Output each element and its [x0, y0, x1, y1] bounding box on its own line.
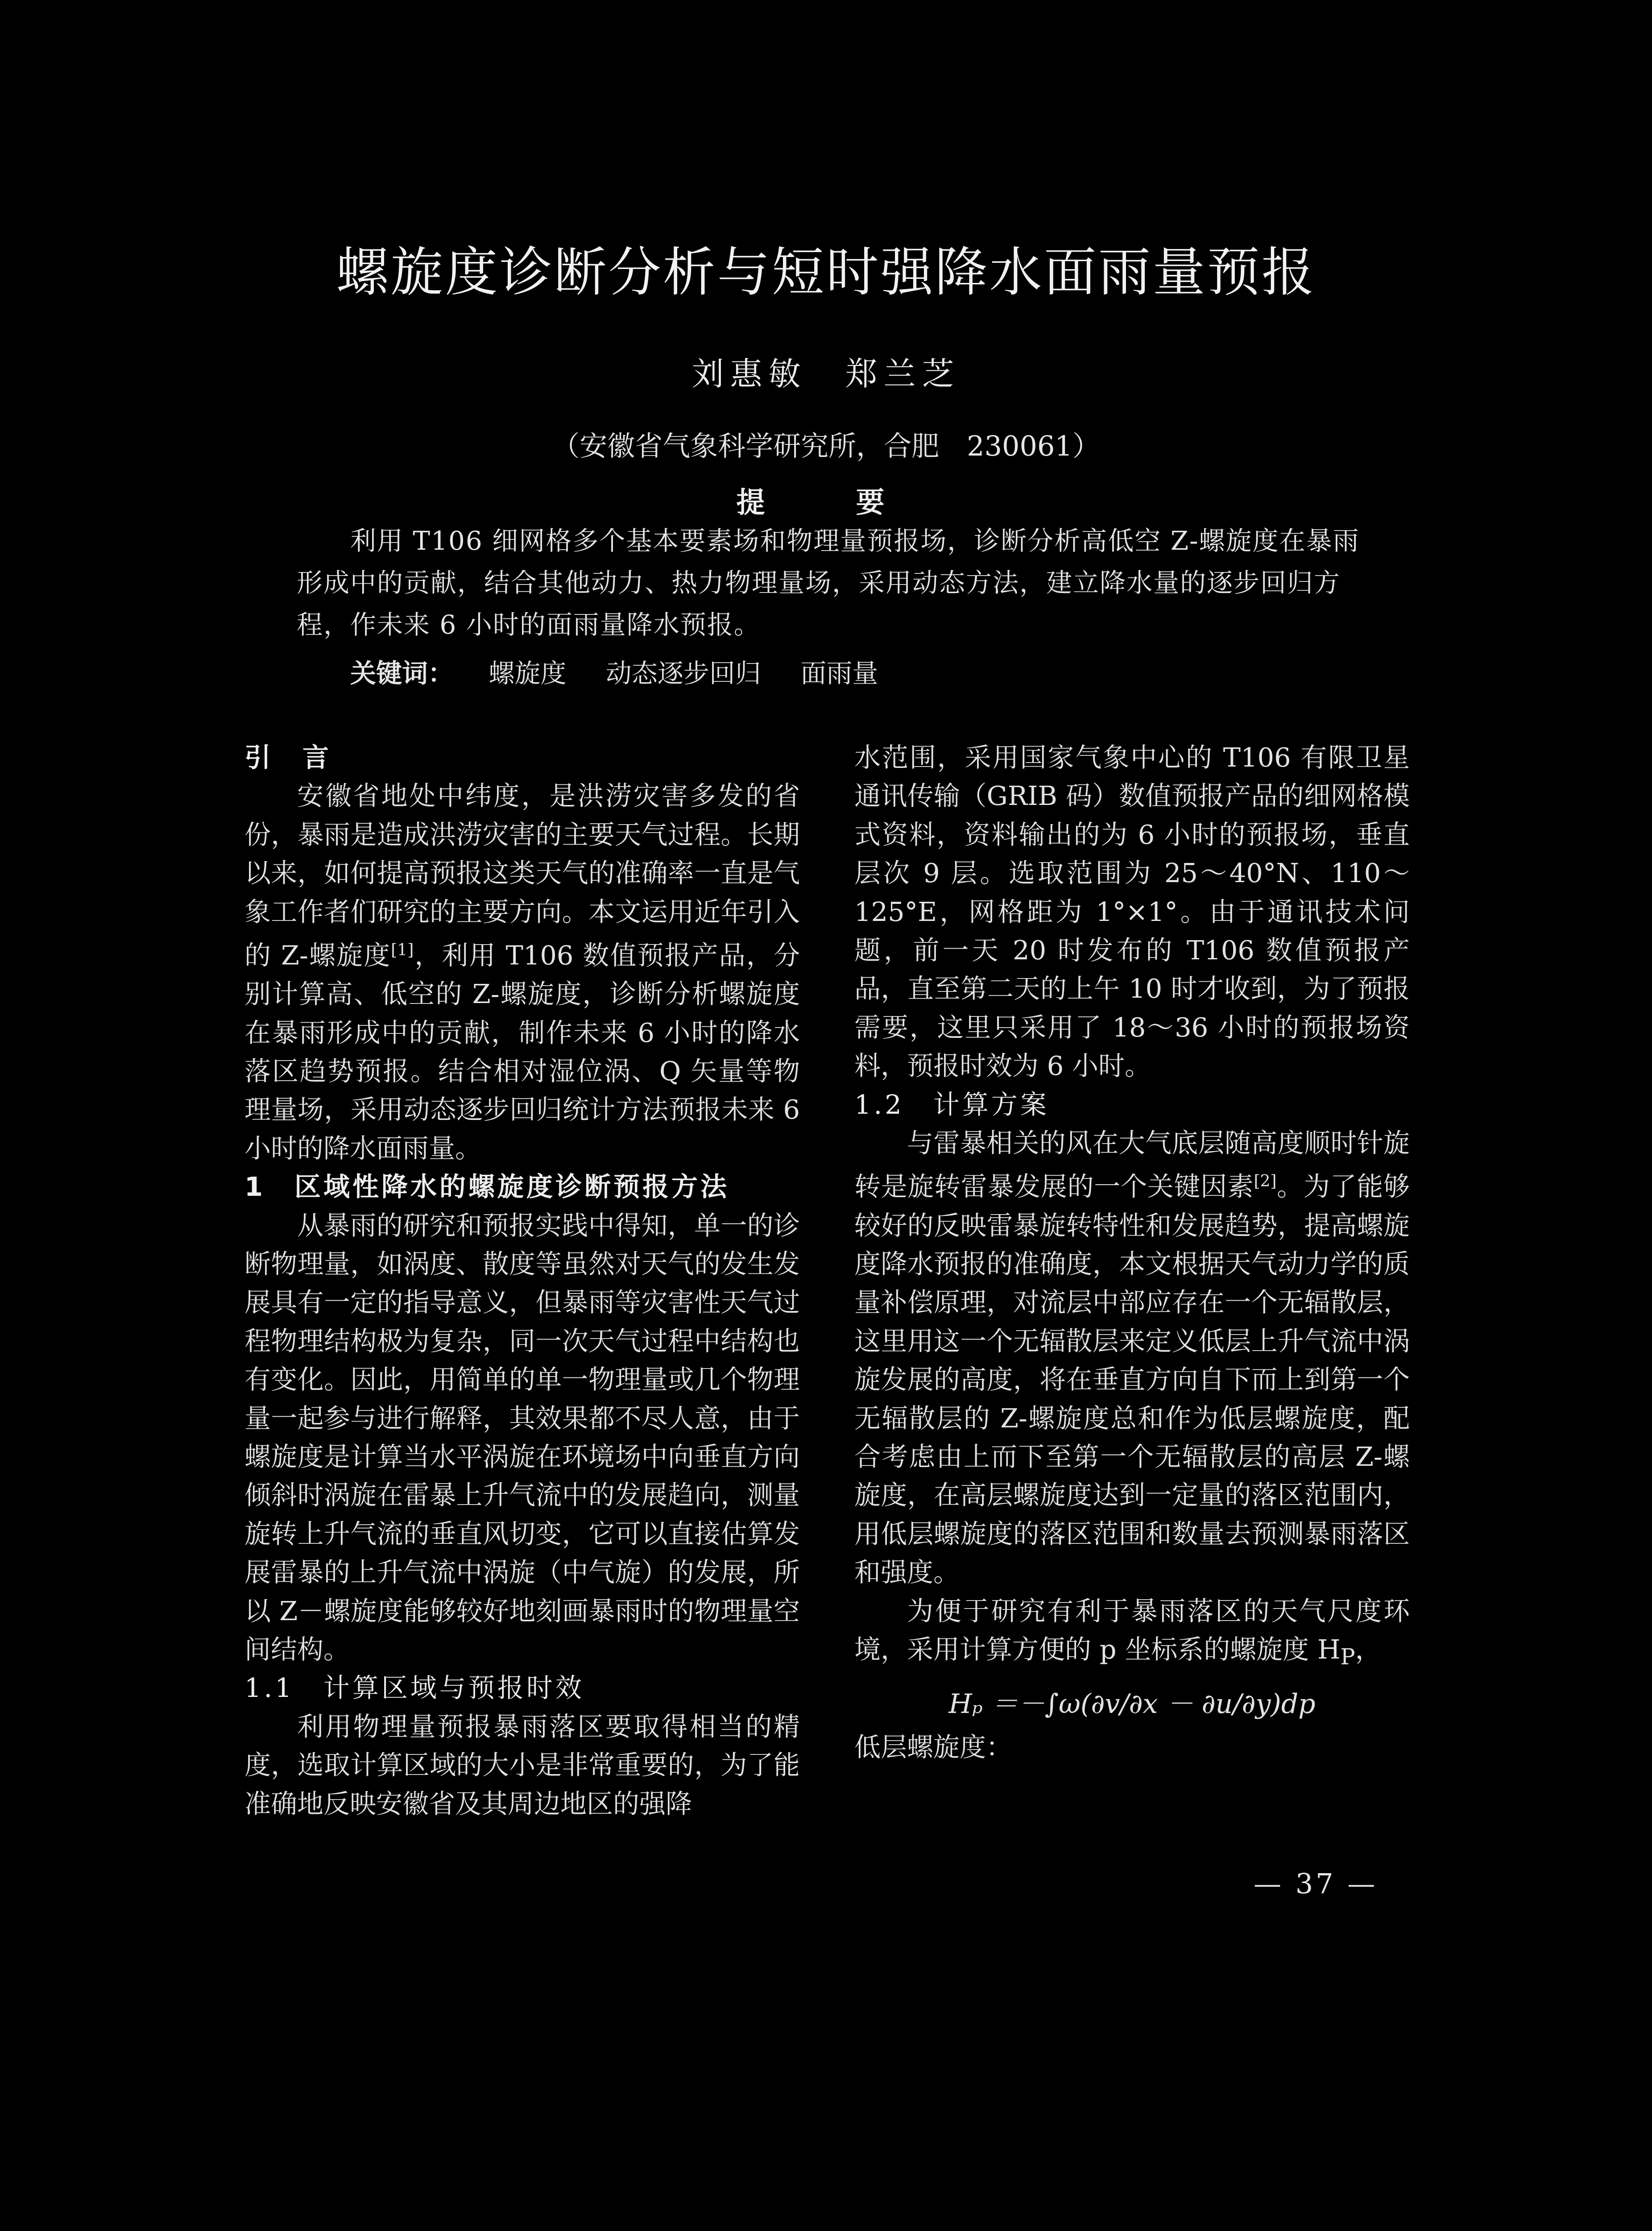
section1-heading: 1 区域性降水的螺旋度诊断预报方法 — [244, 1171, 730, 1203]
keywords-line — [350, 652, 909, 690]
affiliation: （安徽省气象科学研究所，合肥 230061） — [552, 430, 1100, 462]
keyword: 螺旋度 — [489, 658, 567, 688]
authors: 刘惠敏 郑兰芝 — [691, 355, 961, 393]
citation-ref: [1] — [391, 941, 414, 960]
section11-heading: 1.1 计算区域与预报时效 — [244, 1672, 584, 1704]
section1-paragraph: 从暴雨的研究和预报实践中得知，单一的诊断物理量，如涡度、散度等虽然对天气的发生发展具有一定的指导意义，但暴雨等灾害性天气过程物理结构极为复杂，同一次天气过程中结构也有变化。因此，用简单的单一物理量或几个物理量一起参与进行解释，其效果都不尽人意，由于螺旋度是计算当水平涡旋在环境场中向垂直方向倾斜时涡旋在雷暴上升气流中的发展趋向，测量旋转上升气流的垂直风切变，它可以直接估算发展雷暴的上升气流中涡旋（中气旋）的发展，所以 Z－螺旋度能够较好地刻画暴雨时的物理量空间结构。 — [244, 1210, 800, 1665]
intro-text-a: 安徽省地处中纬度，是洪涝灾害多发的省份，暴雨是造成洪涝灾害的主要天气过程。长期以来，如何提高预报这类天气的准确率一直是气象工作者们研究的主要方向。本文运用近年引入的 Z-螺旋度 — [244, 780, 800, 971]
section12-text-b: 。为了能够较好的反映雷暴旋转特性和发展趋势，提高螺旋度降水预报的准确度，本文根据天气动力学的质量补偿原理，对流层中部应存在一个无辐散层，这里用这一个无辐散层来定义低层上升气流中涡旋发展的高度，将在垂直方向自下而上到第一个无辐散层的 Z-螺旋度总和作为低层螺旋度，配合考虑由上而下至第一个无辐散层的高层 Z-螺旋度，在高层螺旋度达到一定量的落区范围内，用低层螺旋度的落区范围和数量去预测暴雨落区和强度。 — [854, 1171, 1410, 1588]
section11-paragraph: 利用物理量预报暴雨落区要取得相当的精度，选取计算区域的大小是非常重要的，为了能准确地反映安徽省及其周边地区的强降 — [244, 1711, 800, 1819]
helicity-tail: ， — [1355, 1634, 1382, 1665]
page-number: — 37 — — [1254, 1867, 1378, 1900]
abstract-text: 利用 T106 细网格多个基本要素场和物理量预报场，诊断分析高低空 Z-螺旋度在暴雨形成中的贡献，结合其他动力、热力物理量场，采用动态方法，建立降水量的逐步回归方程，作未来 6 小时的面雨量降水预报。 — [297, 526, 1360, 640]
right-column — [854, 738, 1410, 1767]
low-level-label: 低层螺旋度： — [854, 1731, 1013, 1762]
intro-text-b: ，利用 T106 数值预报产品，分别计算高、低空的 Z-螺旋度，诊断分析螺旋度在暴雨形成中的贡献，制作未来 6 小时的降水落区趋势预报。结合相对湿位涡、Q 矢量等物理量场，采用动态逐步回归统计方法预报未来 6 小时的降水面雨量。 — [244, 940, 800, 1164]
section12-text-a: 与雷暴相关的风在大气底层随高度顺时针旋转是旋转雷暴发展的一个关键因素 — [854, 1128, 1410, 1203]
left-column — [244, 738, 800, 1823]
intro-paragraph — [244, 777, 800, 1168]
paper-title: 螺旋度诊断分析与短时强降水面雨量预报 — [336, 241, 1316, 303]
section12-paragraph — [854, 1124, 1410, 1592]
keyword: 面雨量 — [800, 658, 878, 688]
keywords-label: 关键词： — [350, 658, 454, 688]
subscript: P — [1340, 1643, 1355, 1670]
section12-heading: 1.2 计算方案 — [854, 1089, 1049, 1120]
abstract-heading: 提 要 — [736, 486, 916, 519]
intro-heading: 引 言 — [244, 742, 332, 773]
citation-ref: [2] — [1254, 1172, 1277, 1191]
helicity-formula: Hₚ ＝－∫ω(∂v/∂x － ∂u/∂y)dp — [948, 1688, 1316, 1720]
continued-paragraph: 水范围，采用国家气象中心的 T106 有限卫星通讯传输（GRIB 码）数值预报产品的细网格模式资料，资料输出的为 6 小时的预报场，垂直层次 9 层。选取范围为 25～40°N、110～125°E，网格距为 1°×1°。由于通讯技术问题，前一天 20 时发布的 T106 数值预报产品，直至第二天的上午 10 时才收到，为了预报需要，这里只采用了 18～36 小时的预报场资料，预报时效为 6 小时。 — [854, 742, 1410, 1082]
keyword: 动态逐步回归 — [605, 658, 761, 688]
helicity-text: 为便于研究有利于暴雨落区的天气尺度环境，采用计算方便的 p 坐标系的螺旋度 H — [854, 1595, 1410, 1665]
helicity-paragraph — [854, 1592, 1410, 1676]
